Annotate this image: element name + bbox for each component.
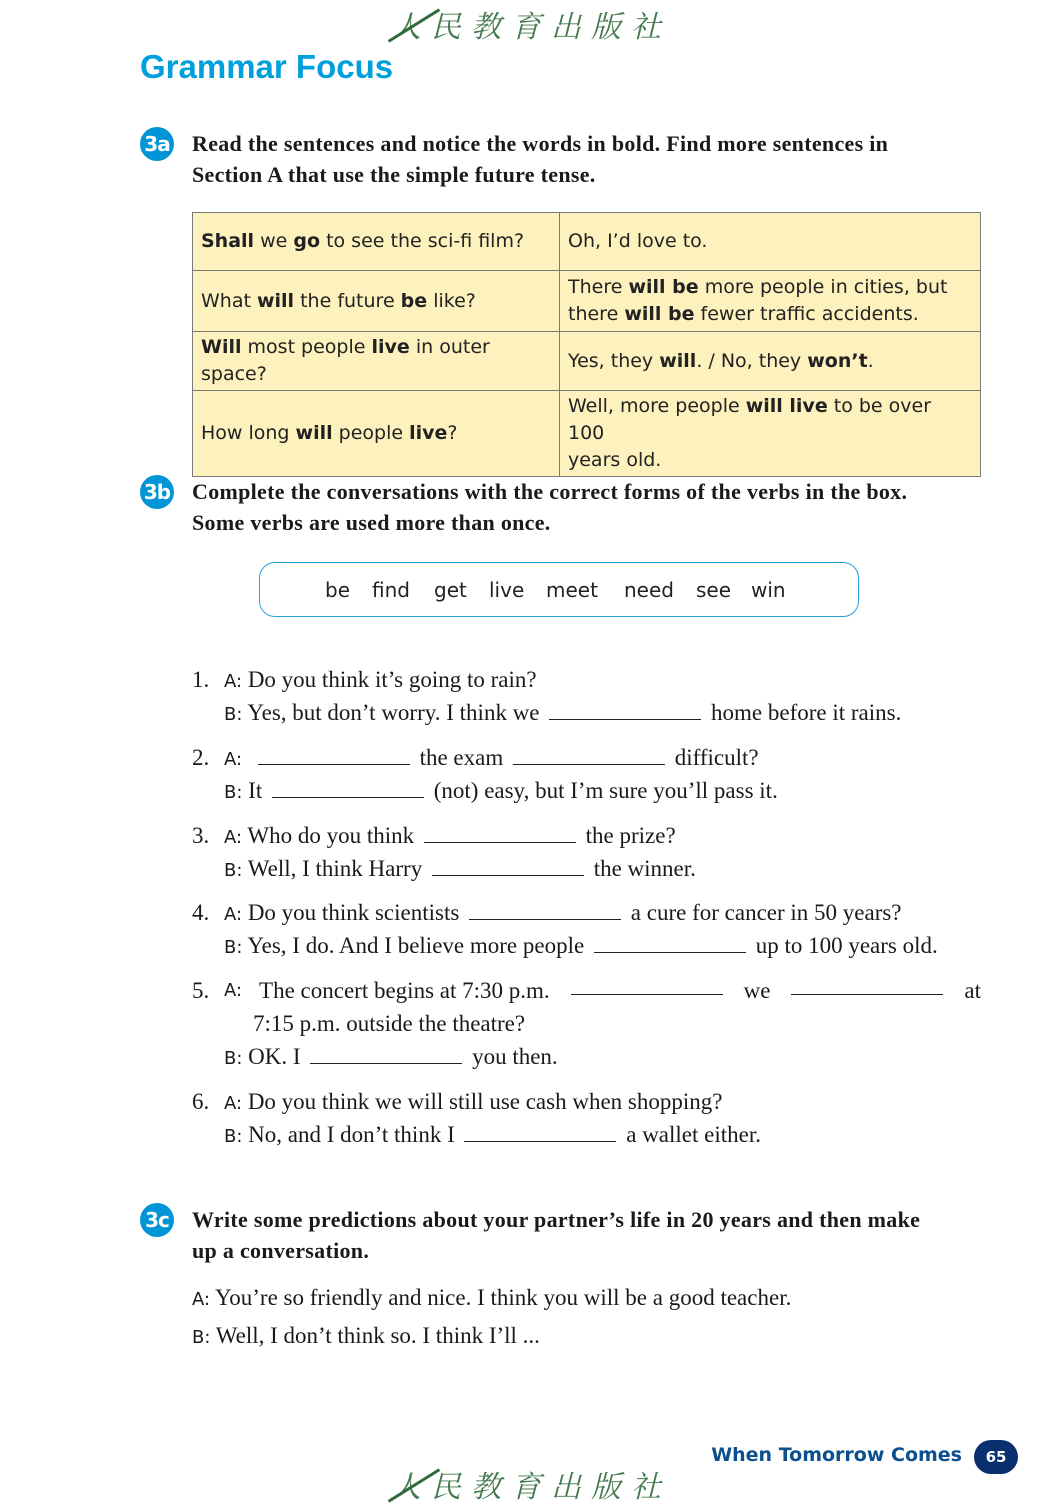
speaker-b-label: B:: [224, 860, 243, 881]
table-cell-right: [560, 391, 981, 477]
cell-text: to see the sci-fi film?: [320, 230, 525, 252]
cell-text: in outer space?: [201, 336, 490, 385]
table-cell-left: [193, 332, 560, 391]
cell-text: most people: [241, 336, 372, 358]
table-cell-left: [193, 391, 560, 477]
line-text: Yes, I do. And I believe more people: [247, 933, 585, 958]
speaker-b-label: B:: [224, 1048, 243, 1069]
cell-text: What: [201, 289, 257, 312]
speaker-a-label: A:: [224, 827, 243, 848]
instruction-3b-line2: Some verbs are used more than once.: [192, 510, 551, 535]
exercise-item-2-number: 2.: [192, 745, 210, 770]
exercise-item-6-b: [224, 1118, 761, 1153]
word-box-item: need: [624, 578, 674, 602]
exercise-item-4-a: [224, 896, 902, 931]
line-text: Do you think it’s going to rain?: [247, 667, 537, 692]
instruction-3a: [192, 128, 992, 190]
line-text: you then.: [472, 1044, 558, 1069]
exercise-item-4-b: [224, 929, 938, 964]
answer-blank[interactable]: [424, 822, 576, 843]
speaker-a-label: A:: [192, 1289, 211, 1310]
exercise-item-5-number: 5.: [192, 978, 210, 1003]
speaker-a-label: A:: [224, 749, 243, 770]
instruction-3b-line1: Complete the conversations with the correct forms of the verbs in the box.: [192, 479, 908, 504]
line-text: the exam: [419, 745, 504, 770]
word-box-item: meet: [546, 578, 598, 602]
line-text: OK. I: [248, 1044, 301, 1069]
cell-text: Oh, I’d love to.: [568, 230, 708, 252]
cell-text: to be over 100: [568, 395, 932, 444]
bold-word: Shall: [201, 230, 255, 252]
cell-text: How long: [201, 422, 296, 444]
exercise-item-1-number: 1.: [192, 667, 210, 692]
bold-word: will: [256, 289, 295, 312]
cell-text: people: [332, 422, 410, 444]
cell-text: Yes, they: [568, 349, 660, 372]
line-text: Who do you think: [247, 823, 415, 848]
cell-text: Well, more people: [568, 395, 746, 417]
instruction-3c-line1: Write some predictions about your partner’s life in 20 years and then make: [192, 1207, 921, 1232]
speaker-a-label: A:: [224, 904, 243, 925]
exercise-item-3-number: 3.: [192, 823, 210, 848]
instruction-3c: [192, 1204, 992, 1266]
word-box-item: get: [434, 578, 467, 602]
cell-text: . / No, they: [696, 349, 808, 372]
table-cell-right: [560, 213, 981, 271]
line-text: It: [248, 778, 263, 803]
word-box: [259, 562, 859, 617]
word-box-item: live: [489, 578, 525, 602]
instruction-3c-line2: up a conversation.: [192, 1238, 370, 1263]
answer-blank[interactable]: [571, 974, 723, 995]
cell-text: .: [867, 349, 874, 372]
section-badge-3c: 3c: [140, 1203, 174, 1237]
exercise-item-6-number: 6.: [192, 1089, 210, 1114]
bold-word: won’t: [807, 349, 868, 372]
table-row: [193, 332, 981, 391]
section-badge-3b: 3b: [140, 475, 174, 509]
line-text: No, and I don’t think I: [248, 1122, 455, 1147]
page-number: 65: [974, 1440, 1018, 1474]
speaker-a-label: A:: [224, 1093, 243, 1114]
cell-text: the future: [294, 289, 401, 312]
answer-blank[interactable]: [513, 744, 665, 765]
answer-blank[interactable]: [594, 932, 746, 953]
line-text: up to 100 years old.: [755, 933, 938, 958]
line-text: at: [964, 978, 981, 1003]
speaker-b-label: B:: [224, 1126, 243, 1147]
sample-line-b: [192, 1319, 540, 1354]
bold-word: be: [400, 289, 428, 312]
table-cell-right: [560, 271, 981, 332]
bold-word: live: [371, 336, 410, 358]
exercise-item-1-b: [224, 696, 901, 731]
speaker-a-label: A:: [224, 980, 243, 1001]
answer-blank[interactable]: [549, 699, 701, 720]
cell-text: there: [568, 303, 625, 325]
table-cell-left: [193, 213, 560, 271]
section-badge-3a: 3a: [140, 127, 174, 161]
table-cell-left: [193, 271, 560, 332]
cell-text: more people in cities, but: [698, 276, 948, 298]
page-title: Grammar Focus: [140, 48, 394, 85]
bold-word: will: [295, 422, 333, 444]
speaker-b-label: B:: [224, 937, 243, 958]
answer-blank[interactable]: [791, 974, 943, 995]
exercise-item-3-b: [224, 852, 696, 887]
answer-blank[interactable]: [469, 899, 621, 920]
sample-line-a: [192, 1281, 791, 1316]
exercise-item-2-b: [224, 774, 778, 809]
table-row: [193, 271, 981, 332]
bold-word: will be: [624, 303, 695, 325]
line-text: (not) easy, but I’m sure you’ll pass it.: [433, 778, 778, 803]
bold-word: Will: [201, 336, 242, 358]
cell-text: ?: [447, 422, 458, 444]
word-box-item: win: [751, 578, 786, 602]
bold-word: will live: [745, 395, 828, 417]
bold-word: will: [659, 349, 697, 372]
speaker-b-label: B:: [224, 704, 243, 725]
line-text: the winner.: [593, 856, 696, 881]
line-text: a cure for cancer in 50 years?: [630, 900, 902, 925]
line-text: The concert begins at 7:30 p.m.: [259, 978, 550, 1003]
line-text: Do you think we will still use cash when shopping?: [247, 1089, 723, 1114]
publisher-watermark-top: 人民教育出版社: [391, 10, 671, 45]
cell-text: we: [254, 230, 294, 252]
instruction-3a-line1: Read the sentences and notice the words in bold. Find more sentences in: [192, 131, 889, 156]
answer-blank[interactable]: [464, 1121, 616, 1142]
speaker-b-label: B:: [192, 1327, 211, 1348]
word-box-item: find: [372, 578, 410, 602]
instruction-3a-line2: Section A that use the simple future tense.: [192, 162, 596, 187]
bold-word: live: [409, 422, 448, 444]
cell-text: There: [568, 276, 629, 298]
answer-blank[interactable]: [272, 777, 424, 798]
answer-blank[interactable]: [432, 855, 584, 876]
word-box-item: be: [325, 578, 350, 602]
line-text: difficult?: [674, 745, 759, 770]
bold-word: go: [293, 230, 321, 252]
line-text: the prize?: [585, 823, 676, 848]
exercise-item-6-a: [224, 1085, 722, 1120]
table-cell-right: [560, 332, 981, 391]
exercise-item-1-a: [224, 663, 537, 698]
speaker-b-label: B:: [224, 782, 243, 803]
table-row: [193, 391, 981, 477]
unit-title: When Tomorrow Comes: [711, 1444, 962, 1466]
line-text: Do you think scientists: [247, 900, 460, 925]
line-text: Well, I think Harry: [247, 856, 423, 881]
speaker-a-label: A:: [224, 671, 243, 692]
exercise-item-5-b: [224, 1040, 558, 1075]
exercise-item-3-a: [224, 819, 676, 854]
cell-text: like?: [427, 289, 476, 312]
exercise-item-5-a-cont: 7:15 p.m. outside the theatre?: [253, 1011, 526, 1036]
line-text: Yes, but don’t worry. I think we: [247, 700, 540, 725]
exercise-item-5-a: [224, 974, 981, 1007]
line-text: Well, I don’t think so. I think I’ll ...: [215, 1323, 540, 1348]
line-text: a wallet either.: [626, 1122, 761, 1147]
publisher-watermark-bottom: 人民教育出版社: [391, 1470, 671, 1505]
line-text: home before it rains.: [711, 700, 902, 725]
word-box-item: see: [696, 578, 732, 602]
line-text: we: [743, 978, 771, 1003]
instruction-3b: [192, 476, 992, 538]
bold-word: will be: [628, 276, 699, 298]
answer-blank[interactable]: [310, 1043, 462, 1064]
cell-text: years old.: [568, 449, 662, 471]
answer-blank[interactable]: [258, 744, 410, 765]
exercise-item-4-number: 4.: [192, 900, 210, 925]
table-row: [193, 213, 981, 271]
grammar-table: [192, 212, 981, 477]
line-text: You’re so friendly and nice. I think you will be a good teacher.: [214, 1285, 792, 1310]
cell-text: fewer traffic accidents.: [694, 303, 919, 325]
exercise-item-2-a: [224, 741, 759, 776]
